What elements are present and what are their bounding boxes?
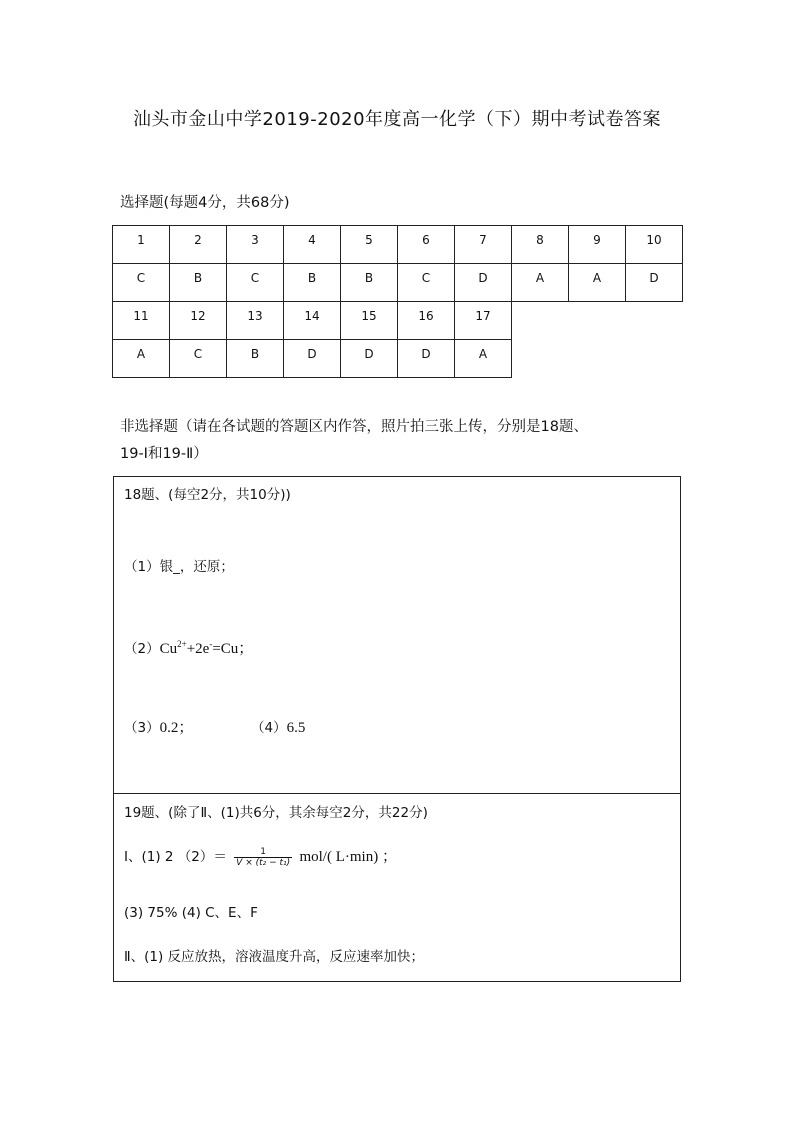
table-row-numbers (113, 226, 683, 264)
answer-cell: C (398, 264, 455, 302)
q18-answer-2 (124, 637, 253, 658)
answer-text: 银_，还原； (159, 559, 234, 575)
equation-superscript: - (209, 639, 213, 649)
answer-cell: B (284, 264, 341, 302)
nonmc-heading-line1: 非选择题（请在各试题的答题区内作答，照片拍三张上传，分别是18题、 (120, 419, 588, 435)
answer-cell: A (569, 264, 626, 302)
question-number: 1 (113, 226, 170, 264)
question-number: 9 (569, 226, 626, 264)
question-number: 10 (626, 226, 683, 264)
q19-answer-box (113, 793, 681, 982)
question-number: 11 (113, 302, 170, 340)
question-number: 7 (455, 226, 512, 264)
answer-prefix: （4） (251, 720, 287, 736)
nonmc-section-heading (120, 414, 680, 468)
question-number: 12 (170, 302, 227, 340)
answer-table-1 (112, 225, 683, 302)
answer-prefix: （3） (124, 720, 160, 736)
answer-prefix: （2） (124, 641, 160, 657)
question-number: 14 (284, 302, 341, 340)
rate-fraction (234, 847, 292, 868)
answer-table-2 (112, 301, 512, 378)
q19-answer-line1 (124, 845, 397, 868)
answer-cell: D (398, 340, 455, 378)
question-number: 4 (284, 226, 341, 264)
answer-text: 6.5 (286, 720, 306, 736)
question-number: 6 (398, 226, 455, 264)
question-number: 17 (455, 302, 512, 340)
question-number: 13 (227, 302, 284, 340)
answer-cell: D (341, 340, 398, 378)
answer-cell: D (455, 264, 512, 302)
answer-cell: C (227, 264, 284, 302)
answer-cell: A (113, 340, 170, 378)
answer-cell: D (284, 340, 341, 378)
answer-prefix: （1） (124, 559, 160, 575)
equation-part: +2e (186, 641, 210, 657)
mc-section-heading: 选择题(每题4分，共68分) (120, 195, 290, 211)
q18-answer-4 (251, 716, 305, 737)
answer-cell: C (170, 340, 227, 378)
fraction-numerator: 1 (234, 847, 292, 858)
question-number: 8 (512, 226, 569, 264)
nonmc-heading-line2: 19-Ⅰ和19-Ⅱ） (120, 446, 208, 462)
answer-cell: C (113, 264, 170, 302)
question-number: 16 (398, 302, 455, 340)
answer-text: 0.2； (159, 720, 194, 736)
equation-part: Cu (159, 641, 178, 657)
question-number: 2 (170, 226, 227, 264)
answer-cell: B (170, 264, 227, 302)
question-number: 15 (341, 302, 398, 340)
question-number: 3 (227, 226, 284, 264)
table-row-answers (113, 264, 683, 302)
answer-text: mol/( L·min) ； (299, 849, 397, 865)
answer-cell: A (512, 264, 569, 302)
answer-cell: D (626, 264, 683, 302)
equation-part: =Cu； (212, 641, 254, 657)
question-number: 5 (341, 226, 398, 264)
answer-text: Ⅰ、(1) 2 （2）＝ (124, 849, 227, 865)
q19-header: 19题、(除了Ⅱ、(1)共6分，其余每空2分，共22分) (124, 805, 428, 821)
answer-cell: B (227, 340, 284, 378)
q18-header: 18题、(每空2分，共10分)) (124, 487, 291, 503)
page-title: 汕头市金山中学2019-2020年度高一化学（下）期中考试卷答案 (132, 109, 662, 130)
equation-text (160, 641, 254, 657)
answer-cell: B (341, 264, 398, 302)
table-row-answers (113, 340, 512, 378)
q18-answer-box (113, 476, 681, 794)
q18-answer-3 (124, 716, 193, 737)
q19-answer-line3: Ⅱ、(1) 反应放热，溶液温度升高，反应速率加快； (124, 949, 425, 965)
table-row-numbers (113, 302, 512, 340)
q18-answer-1 (124, 555, 234, 575)
answer-cell: A (455, 340, 512, 378)
fraction-denominator: V × (t₂ − t₁) (236, 857, 291, 868)
equation-superscript: 2+ (177, 639, 187, 649)
q19-answer-line2: (3) 75% (4) C、E、F (124, 905, 258, 921)
